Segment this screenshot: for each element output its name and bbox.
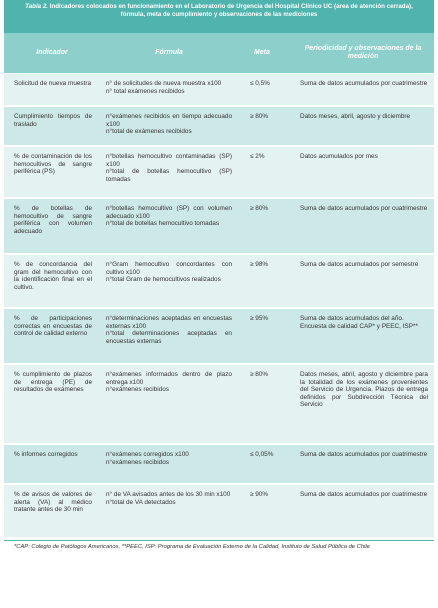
- cell-formula: n°determinaciones aceptadas en encuestas externas x100 n°total determinaciones aceptadas en encuestas externas: [106, 315, 232, 345]
- header-meta: Meta: [254, 49, 270, 56]
- cell-formula: n°exámenes informados dentro de plazo entrega x100 n°exámenes recibidos: [106, 371, 232, 394]
- table-row: [4, 74, 434, 107]
- cell-indicador: % de botellas de hemocultivo de sangre periférica con volumen adecuado: [14, 205, 92, 235]
- table-row: [4, 255, 434, 309]
- header-indicador: Indicador: [36, 49, 68, 56]
- cell-meta: ≤ 2%: [250, 153, 265, 160]
- cell-periodicidad: Suma de datos acumulados por cuatrimestre: [300, 80, 428, 87]
- cell-indicador: % de contaminación de los hemocultivos de sangre periférica (PS): [14, 153, 92, 176]
- cell-indicador: % de participaciones correctas en encuestas de control de calidad externo: [14, 315, 92, 338]
- cell-periodicidad: Datos meses, abril, agosto y diciembre: [300, 113, 411, 120]
- table-row: [4, 147, 434, 199]
- cell-periodicidad: Suma de datos acumulados por semestre: [300, 261, 419, 268]
- table-row: [4, 107, 434, 147]
- caption-text: Indicadores colocados en funcionamiento en el Laboratorio de Urgencia del Hospital Clínico UC (área de atención cerrada), fórmula, meta de cumplimiento y observaciones de las mediciones: [49, 3, 413, 18]
- cell-meta: ≥ 80%: [250, 205, 269, 212]
- table-row: [4, 365, 434, 445]
- table-caption: [4, 0, 434, 33]
- table-number: Tabla 2.: [25, 3, 48, 10]
- cell-formula: n°exámenes recibidos en tiempo adecuado x100 n°total de exámenes recibidos: [106, 113, 232, 136]
- cell-indicador: Solicitud de nueva muestra: [14, 80, 92, 87]
- table-row: [4, 309, 434, 365]
- cell-meta: ≥ 90%: [250, 491, 269, 498]
- cell-meta: ≥ 80%: [250, 371, 269, 378]
- table-header: [4, 33, 434, 74]
- cell-indicador: % cumplimiento de plazos de entrega (PE) de resultados de exámenes: [14, 371, 92, 394]
- table-footnote: *CAP: Colegio de Patólogos Americanos, **PEEC, ISP: Programa de Evaluación Externo de la Calidad, Instituto de Salud Pública de Chile: [4, 540, 434, 551]
- cell-indicador: % informes corregidos: [14, 451, 78, 458]
- cell-formula: n°Gram hemocultivo concordantes con cultivo x100 n°total Gram de hemocultivos realizados: [106, 261, 232, 284]
- cell-formula: n°botellas hemocultivo (SP) con volumen adecuado x100 n°total de botellas hemocultivo tomadas: [106, 205, 232, 228]
- cell-periodicidad: Datos meses, abril, agosto y diciembre para la totalidad de los exámenes provenientes del Servicio de Urgencia. Plazos de entrega definidos por Subdirección Técnica del Servicio: [300, 371, 428, 409]
- cell-formula: n° de VA avisados antes de los 30 min x100 n°total de VA detectados: [106, 491, 231, 506]
- cell-formula: n°botellas hemocultivo contaminadas (SP) x100 n°total de botellas hemocultivo (SP) tomadas: [106, 153, 232, 183]
- cell-periodicidad: Suma de datos acumulados por cuatrimestre: [300, 205, 428, 212]
- cell-formula: n°exámenes corregidos x100 n°exámenes recibidos: [106, 451, 189, 466]
- header-periodicidad: Periodicidad y observaciones de la medición: [304, 45, 422, 60]
- cell-meta: ≤ 0,05%: [250, 451, 274, 458]
- cell-periodicidad: Suma de datos acumulados del año. Encuesta de calidad CAP* y PEEC, ISP**: [300, 315, 418, 330]
- table-row: [4, 445, 434, 485]
- cell-periodicidad: Suma de datos acumulados por cuatrimestre: [300, 451, 428, 458]
- header-formula: Fórmula: [155, 49, 183, 56]
- cell-indicador: % de concordancia del gram del hemocultivo con la identificación final en el cultivo.: [14, 261, 92, 291]
- cell-indicador: Cumplimiento tiempos de traslado: [14, 113, 92, 128]
- table-row: [4, 199, 434, 255]
- cell-meta: ≥ 80%: [250, 113, 269, 120]
- cell-periodicidad: Suma de datos acumulados por cuatrimestre: [300, 491, 428, 498]
- cell-meta: ≥ 95%: [250, 315, 269, 322]
- cell-meta: ≥ 98%: [250, 261, 269, 268]
- cell-formula: n° de solicitudes de nueva muestra x100 n° total exámenes recibidos: [106, 80, 222, 95]
- cell-periodicidad: Datos acumulados por mes: [300, 153, 378, 160]
- cell-meta: ≤ 0,5%: [250, 80, 270, 87]
- cell-indicador: % de avisos de valores de alerta (VA) al médico tratante antes de 30 min: [14, 491, 92, 514]
- table-row: [4, 485, 434, 539]
